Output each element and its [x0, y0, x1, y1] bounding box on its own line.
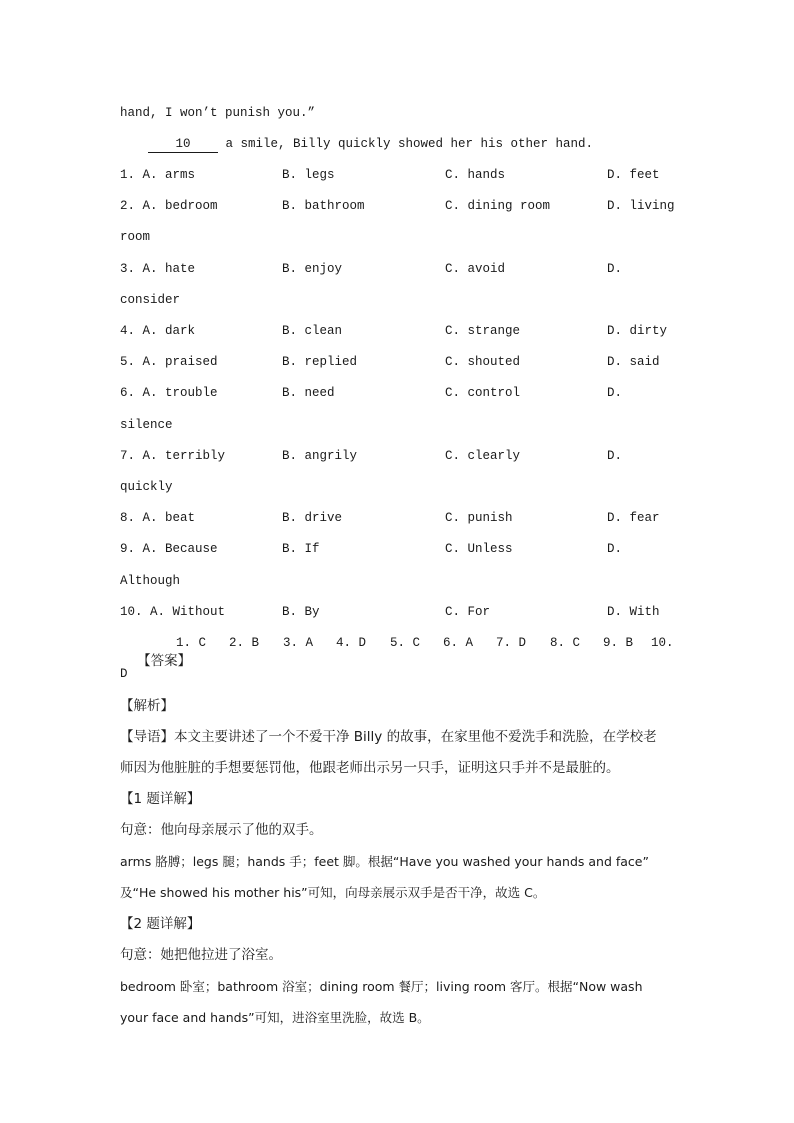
option-a: 3. A. hate	[120, 261, 196, 276]
option-c: C. hands	[445, 168, 506, 182]
option-a: 1. A. arms	[120, 168, 196, 182]
answer-wrap: D	[120, 667, 128, 681]
option-b: B. enjoy	[282, 261, 343, 276]
answer-item: 1. C	[176, 636, 207, 650]
option-wrap: consider	[120, 292, 181, 307]
option-b: B. drive	[282, 511, 343, 526]
option-a: 2. A. bedroom	[120, 199, 218, 214]
story-line-2-text: a smile, Billy quickly showed her his other hand.	[218, 137, 594, 151]
intro-line-2: 师因为他脏脏的手想要惩罚他，他跟老师出示另一只手，证明这只手并不是最脏的。	[120, 760, 620, 776]
q1-explain-1: arms 胳膊；legs 腿；hands 手；feet 脚。根据“Have you washed your hands and face”	[120, 854, 649, 869]
option-a: 9. A. Because	[120, 542, 218, 557]
option-a: 6. A. trouble	[120, 386, 218, 401]
option-d: D. living	[607, 199, 675, 214]
q1-meaning: 句意：他向母亲展示了他的双手。	[120, 822, 323, 838]
option-c: C. clearly	[445, 448, 521, 463]
analysis-label: 【解析】	[120, 698, 174, 714]
blank-10: 10	[148, 136, 218, 153]
option-b: B. legs	[282, 168, 335, 182]
q2-explain-2: your face and hands”可知，进浴室里洗脸，故选 B。	[120, 1010, 430, 1025]
answer-item: 7. D	[496, 636, 527, 650]
option-wrap: quickly	[120, 480, 173, 494]
option-b: B. need	[282, 386, 335, 401]
answer-item: 10.	[651, 636, 674, 650]
option-d: D. feet	[607, 168, 660, 182]
option-c: C. Unless	[445, 542, 513, 557]
option-a: 8. A. beat	[120, 511, 196, 526]
answer-item: 4. D	[336, 636, 367, 650]
q1-title: 【1 题详解】	[120, 791, 201, 807]
option-c: C. punish	[445, 511, 513, 526]
option-c: C. strange	[445, 324, 521, 338]
option-d: D.	[607, 448, 623, 463]
answer-label: 【答案】	[137, 653, 192, 669]
q2-title: 【2 题详解】	[120, 916, 201, 932]
answer-item: 5. C	[390, 636, 421, 650]
option-a: 10. A. Without	[120, 604, 226, 619]
option-c: C. For	[445, 604, 491, 619]
answer-item: 8. C	[550, 636, 581, 650]
option-d: D. fear	[607, 511, 660, 526]
option-wrap: silence	[120, 417, 173, 432]
option-wrap: room	[120, 230, 151, 245]
option-a: 4. A. dark	[120, 324, 196, 338]
option-c: C. control	[445, 386, 521, 401]
option-b: B. bathroom	[282, 199, 365, 214]
option-d: D. said	[607, 355, 660, 370]
option-d: D.	[607, 542, 623, 557]
answer-item: 2. B	[229, 636, 260, 650]
option-b: B. By	[282, 604, 320, 619]
intro-line-1: 【导语】本文主要讲述了一个不爱干净 Billy 的故事，在家里他不爱洗手和洗脸，在学校老	[120, 729, 657, 745]
story-line-2	[148, 136, 708, 153]
option-c: C. shouted	[445, 355, 521, 370]
option-a: 5. A. praised	[120, 355, 218, 370]
q1-explain-2: 及“He showed his mother his”可知，向母亲展示双手是否干净，故选 C。	[120, 885, 546, 900]
option-c: C. dining room	[445, 199, 551, 214]
q2-meaning: 句意：她把他拉进了浴室。	[120, 947, 282, 963]
option-d: D. dirty	[607, 324, 668, 338]
option-b: B. If	[282, 542, 320, 557]
q2-explain-1: bedroom 卧室；bathroom 浴室；dining room 餐厅；living room 客厅。根据“Now wash	[120, 979, 643, 994]
option-b: B. clean	[282, 324, 343, 338]
option-wrap: Although	[120, 573, 181, 588]
answer-item: 9. B	[603, 636, 634, 650]
option-c: C. avoid	[445, 261, 506, 276]
option-b: B. replied	[282, 355, 358, 370]
option-d: D.	[607, 261, 623, 276]
answer-item: 3. A	[283, 636, 314, 650]
answer-item: 6. A	[443, 636, 474, 650]
option-d: D.	[607, 386, 623, 401]
option-d: D. With	[607, 604, 660, 619]
story-line-1: hand, I won’t punish you.”	[120, 106, 316, 120]
option-b: B. angrily	[282, 448, 358, 463]
option-a: 7. A. terribly	[120, 448, 226, 463]
